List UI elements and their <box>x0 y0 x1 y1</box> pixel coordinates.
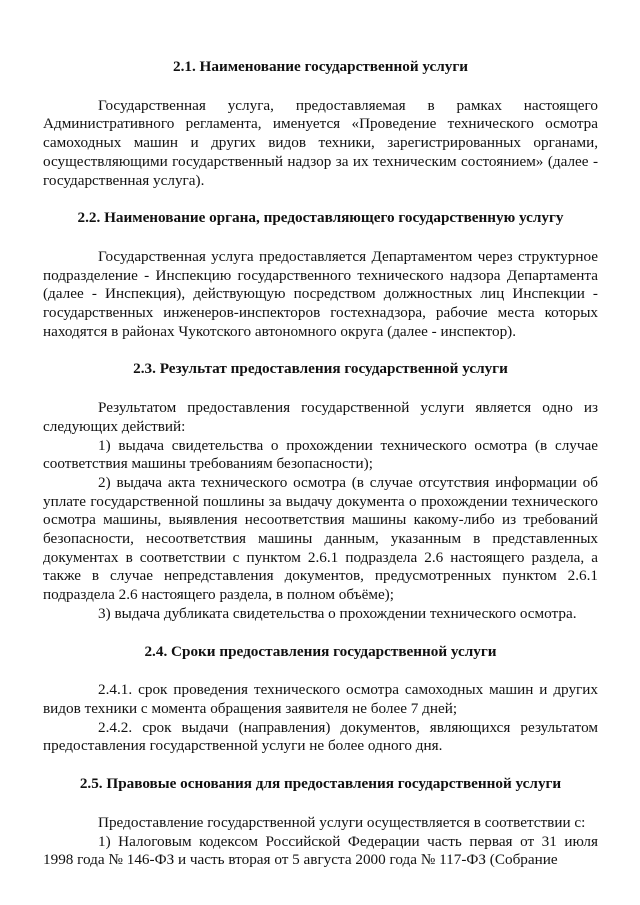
section-2-4 <box>43 643 598 757</box>
paragraph: Государственная услуга предоставляется Департаментом через структурное подразделение - Инспекцию государственного технического надзора Департамента (далее - Инспекция), действующую посредством должностных лиц Инспекции - государственных инженеров-инспекторов гостехнадзора, рабочие места которых находятся в районах Чукотского автономного округа (далее - инспектор). <box>43 247 598 340</box>
paragraph: Результатом предоставления государственной услуги является одно из следующих действий: <box>43 399 598 435</box>
list-item: 2.4.1. срок проведения технического осмотра самоходных машин и других видов техники с момента обращения заявителя не более 7 дней; <box>43 681 598 717</box>
list-item: 2.4.2. срок выдачи (направления) документов, являющихся результатом предоставления государственной услуги не более одного дня. <box>43 718 598 755</box>
section-heading: 2.5. Правовые основания для предоставления государственной услуги <box>79 775 562 793</box>
list-item: 1) выдача свидетельства о прохождении технического осмотра (в случае соответствия машины требованиям безопасности); <box>43 436 598 473</box>
paragraph: Государственная услуга, предоставляемая в рамках настоящего Административного регламента, именуется «Проведение технического осмотра самоходных машин и других видов техники, зарегистрированных органами, осуществляющими государственный надзор за их техническим состоянием» (далее - государственная услуга). <box>43 96 598 189</box>
spacer <box>43 190 598 209</box>
spacer <box>43 341 598 360</box>
spacer <box>43 624 598 643</box>
paragraph: Предоставление государственной услуги осуществляется в соответствии с: <box>98 813 586 831</box>
list-item: 1) Налоговым кодексом Российской Федерации часть первая от 31 июля 1998 года № 146-ФЗ и часть вторая от 5 августа 2000 года № 117-ФЗ (Собрание <box>43 832 598 869</box>
section-heading: 2.1. Наименование государственной услуги <box>172 58 469 75</box>
section-2-5 <box>43 775 598 870</box>
list-item: 3) выдача дубликата свидетельства о прохождении технического осмотра. <box>98 604 577 622</box>
section-heading: 2.2. Наименование органа, предоставляющего государственную услугу <box>77 209 564 227</box>
section-2-3 <box>43 360 598 623</box>
section-heading: 2.3. Результат предоставления государственной услуги <box>133 360 508 378</box>
section-heading: 2.4. Сроки предоставления государственной услуги <box>144 642 497 660</box>
list-item: 2) выдача акта технического осмотра (в случае отсутствия информации об уплате государственной пошлины за выдачу документа о прохождении технического осмотра машины, выявления несоответствия машины какому-либо из требований безопасности, несоответствия машины данным, указанным в представленных документах в соответствии с пунктом 2.6.1 подраздела 2.6 настоящего раздела, а также в случае непредставления документов, предусмотренных пунктом 2.6.1 подраздела 2.6 настоящего раздела, в полном объёме); <box>43 473 598 604</box>
section-2-1 <box>43 58 598 190</box>
section-2-2 <box>43 209 598 341</box>
spacer <box>43 756 598 775</box>
